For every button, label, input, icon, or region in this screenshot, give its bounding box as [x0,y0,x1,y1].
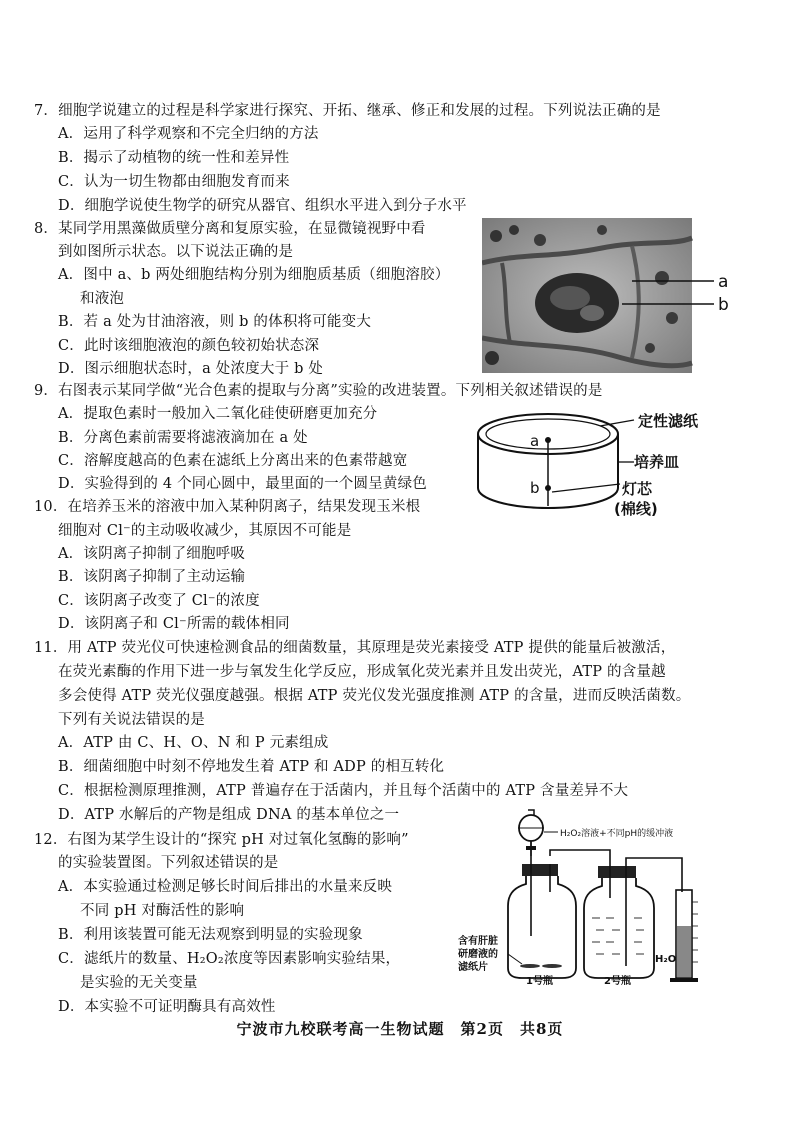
q9-option-c: C．溶解度越高的色素在滤纸上分离出来的色素带越宽 [58,453,408,469]
q12-label-bottle2: 2号瓶 [604,976,631,986]
q10-option-a: A．该阴离子抑制了细胞呼吸 [58,546,246,562]
q10-option-b: B．该阴离子抑制了主动运输 [58,569,246,585]
q9-label-wick-note: (棉线) [614,500,658,518]
q11-stem-line4: 下列有关说法错误的是 [58,712,205,728]
q10-stem-line2: 细胞对 Cl⁻的主动吸收减少，其原因不可能是 [58,523,352,539]
q9-option-b: B．分离色素前需要将滤液滴加在 a 处 [58,430,308,446]
q9-option-d: D．实验得到的 4 个同心圆中，最里面的一个圆呈黄绿色 [58,476,427,492]
q8-option-b: B．若 a 处为甘油溶液，则 b 的体积将可能变大 [58,314,372,330]
q9-option-a: A．提取色素时一般加入二氧化硅使研磨更加充分 [58,406,378,422]
q8-option-c: C．此时该细胞液泡的颜色较初始状态深 [58,338,320,354]
q11-stem-line1: 11．用 ATP 荧光仪可快速检测食品的细菌数量，其原理是荧光素接受 ATP 提供的能量后被激活， [34,640,676,656]
q12-stem-line1: 12．右图为某学生设计的“探究 pH 对过氧化氢酶的影响” [34,832,409,848]
q8-option-a-cont: 和液泡 [80,291,125,307]
q7-option-a: A．运用了科学观察和不完全归纳的方法 [58,126,319,142]
q7-option-c: C．认为一切生物都由细胞发育而来 [58,174,290,190]
q8-option-d: D．图示细胞状态时，a 处浓度大于 b 处 [58,361,324,377]
q11-stem-line3: 多会使得 ATP 荧光仪强度越强。根据 ATP 荧光仪发光强度推测 ATP 的含量，进而反映活菌数。 [58,688,691,704]
q12-label-water: H₂O [655,954,677,965]
q7-stem: 7．细胞学说建立的过程是科学家进行探究、开拓、继承、修正和发展的过程。下列说法正确的是 [34,103,661,119]
q8-micrograph [482,218,734,373]
q12-label-bottle1: 1号瓶 [526,976,553,986]
q7-option-d: D．细胞学说使生物学的研究从器官、组织水平进入到分子水平 [58,198,467,214]
q12-stem-line2: 的实验装置图。下列叙述错误的是 [58,855,279,871]
q9-label-dish: 培养皿 [634,453,680,471]
q11-option-c: C．根据检测原理推测，ATP 普遍存在于活菌内，并且每个活菌中的 ATP 含量差异不大 [58,783,629,799]
q11-option-b: B．细菌细胞中时刻不停地发生着 ATP 和 ADP 的相互转化 [58,759,445,775]
q12-label-paper-1: 含有肝脏 [458,936,498,947]
q12-label-paper-3: 滤纸片 [458,962,488,973]
q8-stem-line2: 到如图所示状态。以下说法正确的是 [58,244,294,260]
q8-stem-line1: 8．某同学用黑藻做质壁分离和复原实验，在显微镜视野中看 [34,221,426,237]
q9-stem: 9．右图表示某同学做“光合色素的提取与分离”实验的改进装置。下列相关叙述错误的是 [34,383,603,399]
q12-apparatus-figure [450,806,750,986]
q9-label-wick: 灯芯 [622,480,653,498]
page-footer: 宁波市九校联考高一生物试题 第2页 共8页 [236,1020,564,1038]
q12-label-paper-2: 研磨液的 [458,949,498,960]
q8-option-a: A．图中 a、b 两处细胞结构分别为细胞质基质（细胞溶胶） [58,267,450,283]
q8-label-a: a [718,272,729,292]
q12-option-c: C．滤纸片的数量、H₂O₂浓度等因素影响实验结果， [58,951,401,967]
q7-option-b: B．揭示了动植物的统一性和差异性 [58,150,290,166]
q9-label-b: b [530,479,540,497]
q12-option-a-cont: 不同 pH 对酶活性的影响 [80,903,245,919]
q10-option-c: C．该阴离子改变了 Cl⁻的浓度 [58,593,260,609]
q10-option-d: D．该阴离子和 Cl⁻所需的载体相同 [58,616,290,632]
q12-option-d: D．本实验不可证明酶具有高效性 [58,999,276,1015]
q12-label-funnel: H₂O₂溶液+不同pH的缓冲液 [560,829,674,839]
q11-option-a: A．ATP 由 C、H、O、N 和 P 元素组成 [58,735,329,751]
q9-petri-dish-figure [472,396,722,522]
q12-option-c-cont: 是实验的无关变量 [80,975,198,991]
q8-label-b: b [718,295,729,315]
q10-stem-line1: 10．在培养玉米的溶液中加入某种阴离子，结果发现玉米根 [34,499,421,515]
q12-option-a: A．本实验通过检测足够长时间后排出的水量来反映 [58,879,393,895]
q12-option-b: B．利用该装置可能无法观察到明显的实验现象 [58,927,363,943]
q11-option-d: D．ATP 水解后的产物是组成 DNA 的基本单位之一 [58,807,400,823]
q11-stem-line2: 在荧光素酶的作用下进一步与氧发生化学反应，形成氧化荧光素并且发出荧光，ATP 的含量越 [58,664,666,680]
q9-label-a: a [530,432,540,450]
q9-label-paper: 定性滤纸 [638,412,699,430]
